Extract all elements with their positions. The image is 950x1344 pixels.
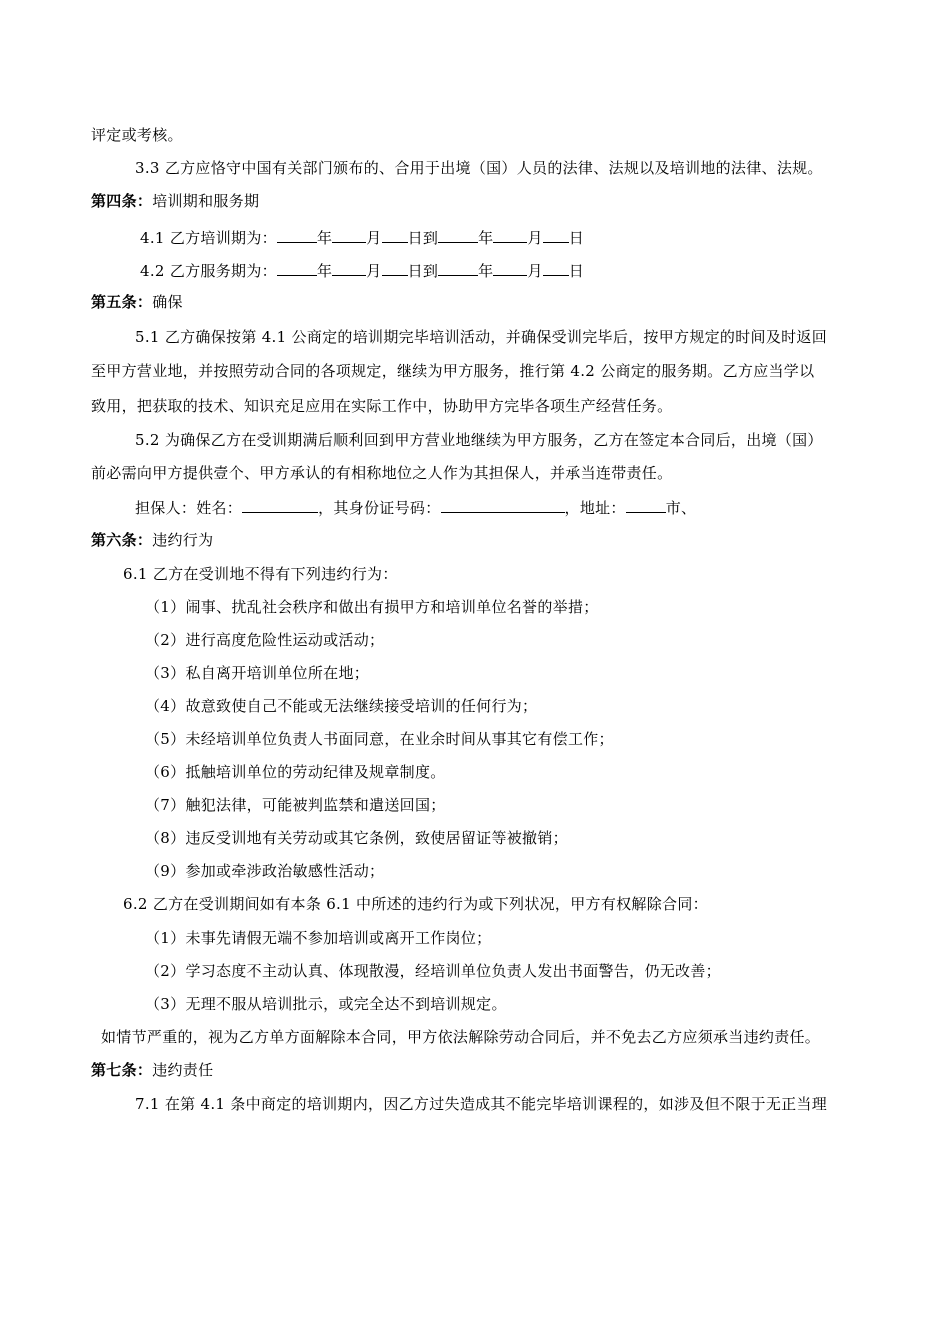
clause-4-2	[140, 262, 584, 279]
list-item: （9）参加或牵涉政治敏感性活动；	[145, 862, 385, 880]
severe-cases-clause: 如情节严重的，视为乙方单方面解除本合同，甲方依法解除劳动合同后，并不免去乙方应须承当违约责任。	[101, 1028, 821, 1046]
article-7-label: 第七条：	[91, 1061, 153, 1079]
article-4-heading	[91, 194, 259, 209]
guarantor-city-text: 市、	[665, 499, 697, 517]
clause-4-1-label: 4.1 乙方培训期为：	[140, 229, 277, 247]
year-text: 年	[478, 229, 494, 247]
guarantor-city-blank[interactable]	[626, 499, 666, 513]
list-item: （2）学习态度不主动认真、体现散漫，经培训单位负责人发出书面警告，仍无改善；	[145, 962, 721, 980]
blank-field[interactable]	[332, 262, 366, 276]
year-text: 年	[478, 262, 494, 280]
list-item: （8）违反受训地有关劳动或其它条例，致使居留证等被撤销；	[145, 829, 568, 847]
day-text: 日	[568, 229, 585, 247]
month-text: 月	[366, 229, 382, 247]
article-5-title: 确保	[152, 293, 183, 311]
blank-field[interactable]	[277, 262, 317, 276]
blank-field[interactable]	[382, 262, 408, 276]
clause-7-1: 7.1 在第 4.1 条中商定的培训期内，因乙方过失造成其不能完毕培训课程的，如涉及但不限于无正当理	[135, 1095, 828, 1113]
blank-field[interactable]	[382, 229, 408, 243]
guarantor-name-label: 担保人：姓名：	[135, 499, 243, 517]
blank-field[interactable]	[332, 229, 366, 243]
clause-5-1-line-2: 至甲方营业地，并按照劳动合同的各项规定，继续为甲方服务，推行第 4.2 公商定的服务期。乙方应当学以	[91, 362, 815, 380]
clause-5-2-line-2: 前必需向甲方提供壹个、甲方承认的有相称地位之人作为其担保人，并承当连带责任。	[91, 464, 673, 482]
blank-field[interactable]	[493, 262, 527, 276]
article-5-heading	[91, 295, 183, 310]
guarantor-id-blank[interactable]	[441, 499, 565, 513]
clause-6-1: 6.1 乙方在受训地不得有下列违约行为：	[123, 565, 398, 583]
day-text: 日	[568, 262, 585, 280]
month-text: 月	[527, 262, 543, 280]
list-item: （7）触犯法律，可能被判监禁和遣送回国；	[145, 796, 446, 814]
list-item: （2）进行高度危险性运动或活动；	[145, 631, 385, 649]
blank-field[interactable]	[438, 229, 478, 243]
article-6-label: 第六条：	[91, 531, 153, 549]
list-item: （6）抵触培训单位的劳动纪律及规章制度。	[145, 763, 446, 781]
list-item: （3）私自离开培训单位所在地；	[145, 664, 370, 682]
blank-field[interactable]	[493, 229, 527, 243]
guarantor-name-blank[interactable]	[242, 499, 318, 513]
guarantor-address-label: ，地址：	[564, 499, 626, 517]
article-5-label: 第五条：	[91, 293, 153, 311]
clause-4-1	[140, 229, 584, 246]
article-4-title: 培训期和服务期	[152, 192, 260, 210]
blank-field[interactable]	[277, 229, 317, 243]
article-6-heading	[91, 533, 213, 548]
day-to-text: 日到	[407, 262, 439, 280]
guarantor-id-label: ，其身份证号码：	[318, 499, 441, 517]
clause-4-2-label: 4.2 乙方服务期为：	[140, 262, 277, 280]
clause-6-2: 6.2 乙方在受训期间如有本条 6.1 中所述的违约行为或下列状况，甲方有权解除合同：	[123, 895, 708, 913]
list-item: （5）未经培训单位负责人书面同意，在业余时间从事其它有偿工作；	[145, 730, 614, 748]
blank-field[interactable]	[438, 262, 478, 276]
clause-5-1-line-3: 致用，把获取的技术、知识充足应用在实际工作中，协助甲方完毕各项生产经营任务。	[91, 397, 673, 415]
month-text: 月	[527, 229, 543, 247]
month-text: 月	[366, 262, 382, 280]
list-item: （1）未事先请假无端不参加培训或离开工作岗位；	[145, 929, 492, 947]
line-assessment: 评定或考核。	[91, 126, 183, 144]
article-7-title: 违约责任	[152, 1061, 214, 1079]
article-4-label: 第四条：	[91, 192, 153, 210]
year-text: 年	[316, 229, 333, 247]
blank-field[interactable]	[543, 229, 569, 243]
guarantor-line	[135, 499, 696, 516]
list-item: （1）闹事、扰乱社会秩序和做出有损甲方和培训单位名誉的举措；	[145, 598, 599, 616]
day-to-text: 日到	[407, 229, 439, 247]
article-7-heading	[91, 1063, 213, 1078]
blank-field[interactable]	[543, 262, 569, 276]
article-6-title: 违约行为	[152, 531, 214, 549]
year-text: 年	[316, 262, 333, 280]
clause-5-1-line-1: 5.1 乙方确保按第 4.1 公商定的培训期完毕培训活动，并确保受训完毕后，按甲方规定的时间及时返回	[135, 328, 828, 346]
clause-3-3: 3.3 乙方应恪守中国有关部门颁布的、合用于出境（国）人员的法律、法规以及培训地的法律、法规。	[135, 159, 823, 177]
list-item: （3）无理不服从培训批示，或完全达不到培训规定。	[145, 995, 507, 1013]
clause-5-2-line-1: 5.2 为确保乙方在受训期满后顺利回到甲方营业地继续为甲方服务，乙方在签定本合同后，出境（国）	[135, 431, 823, 449]
list-item: （4）故意致使自己不能或无法继续接受培训的任何行为；	[145, 697, 538, 715]
